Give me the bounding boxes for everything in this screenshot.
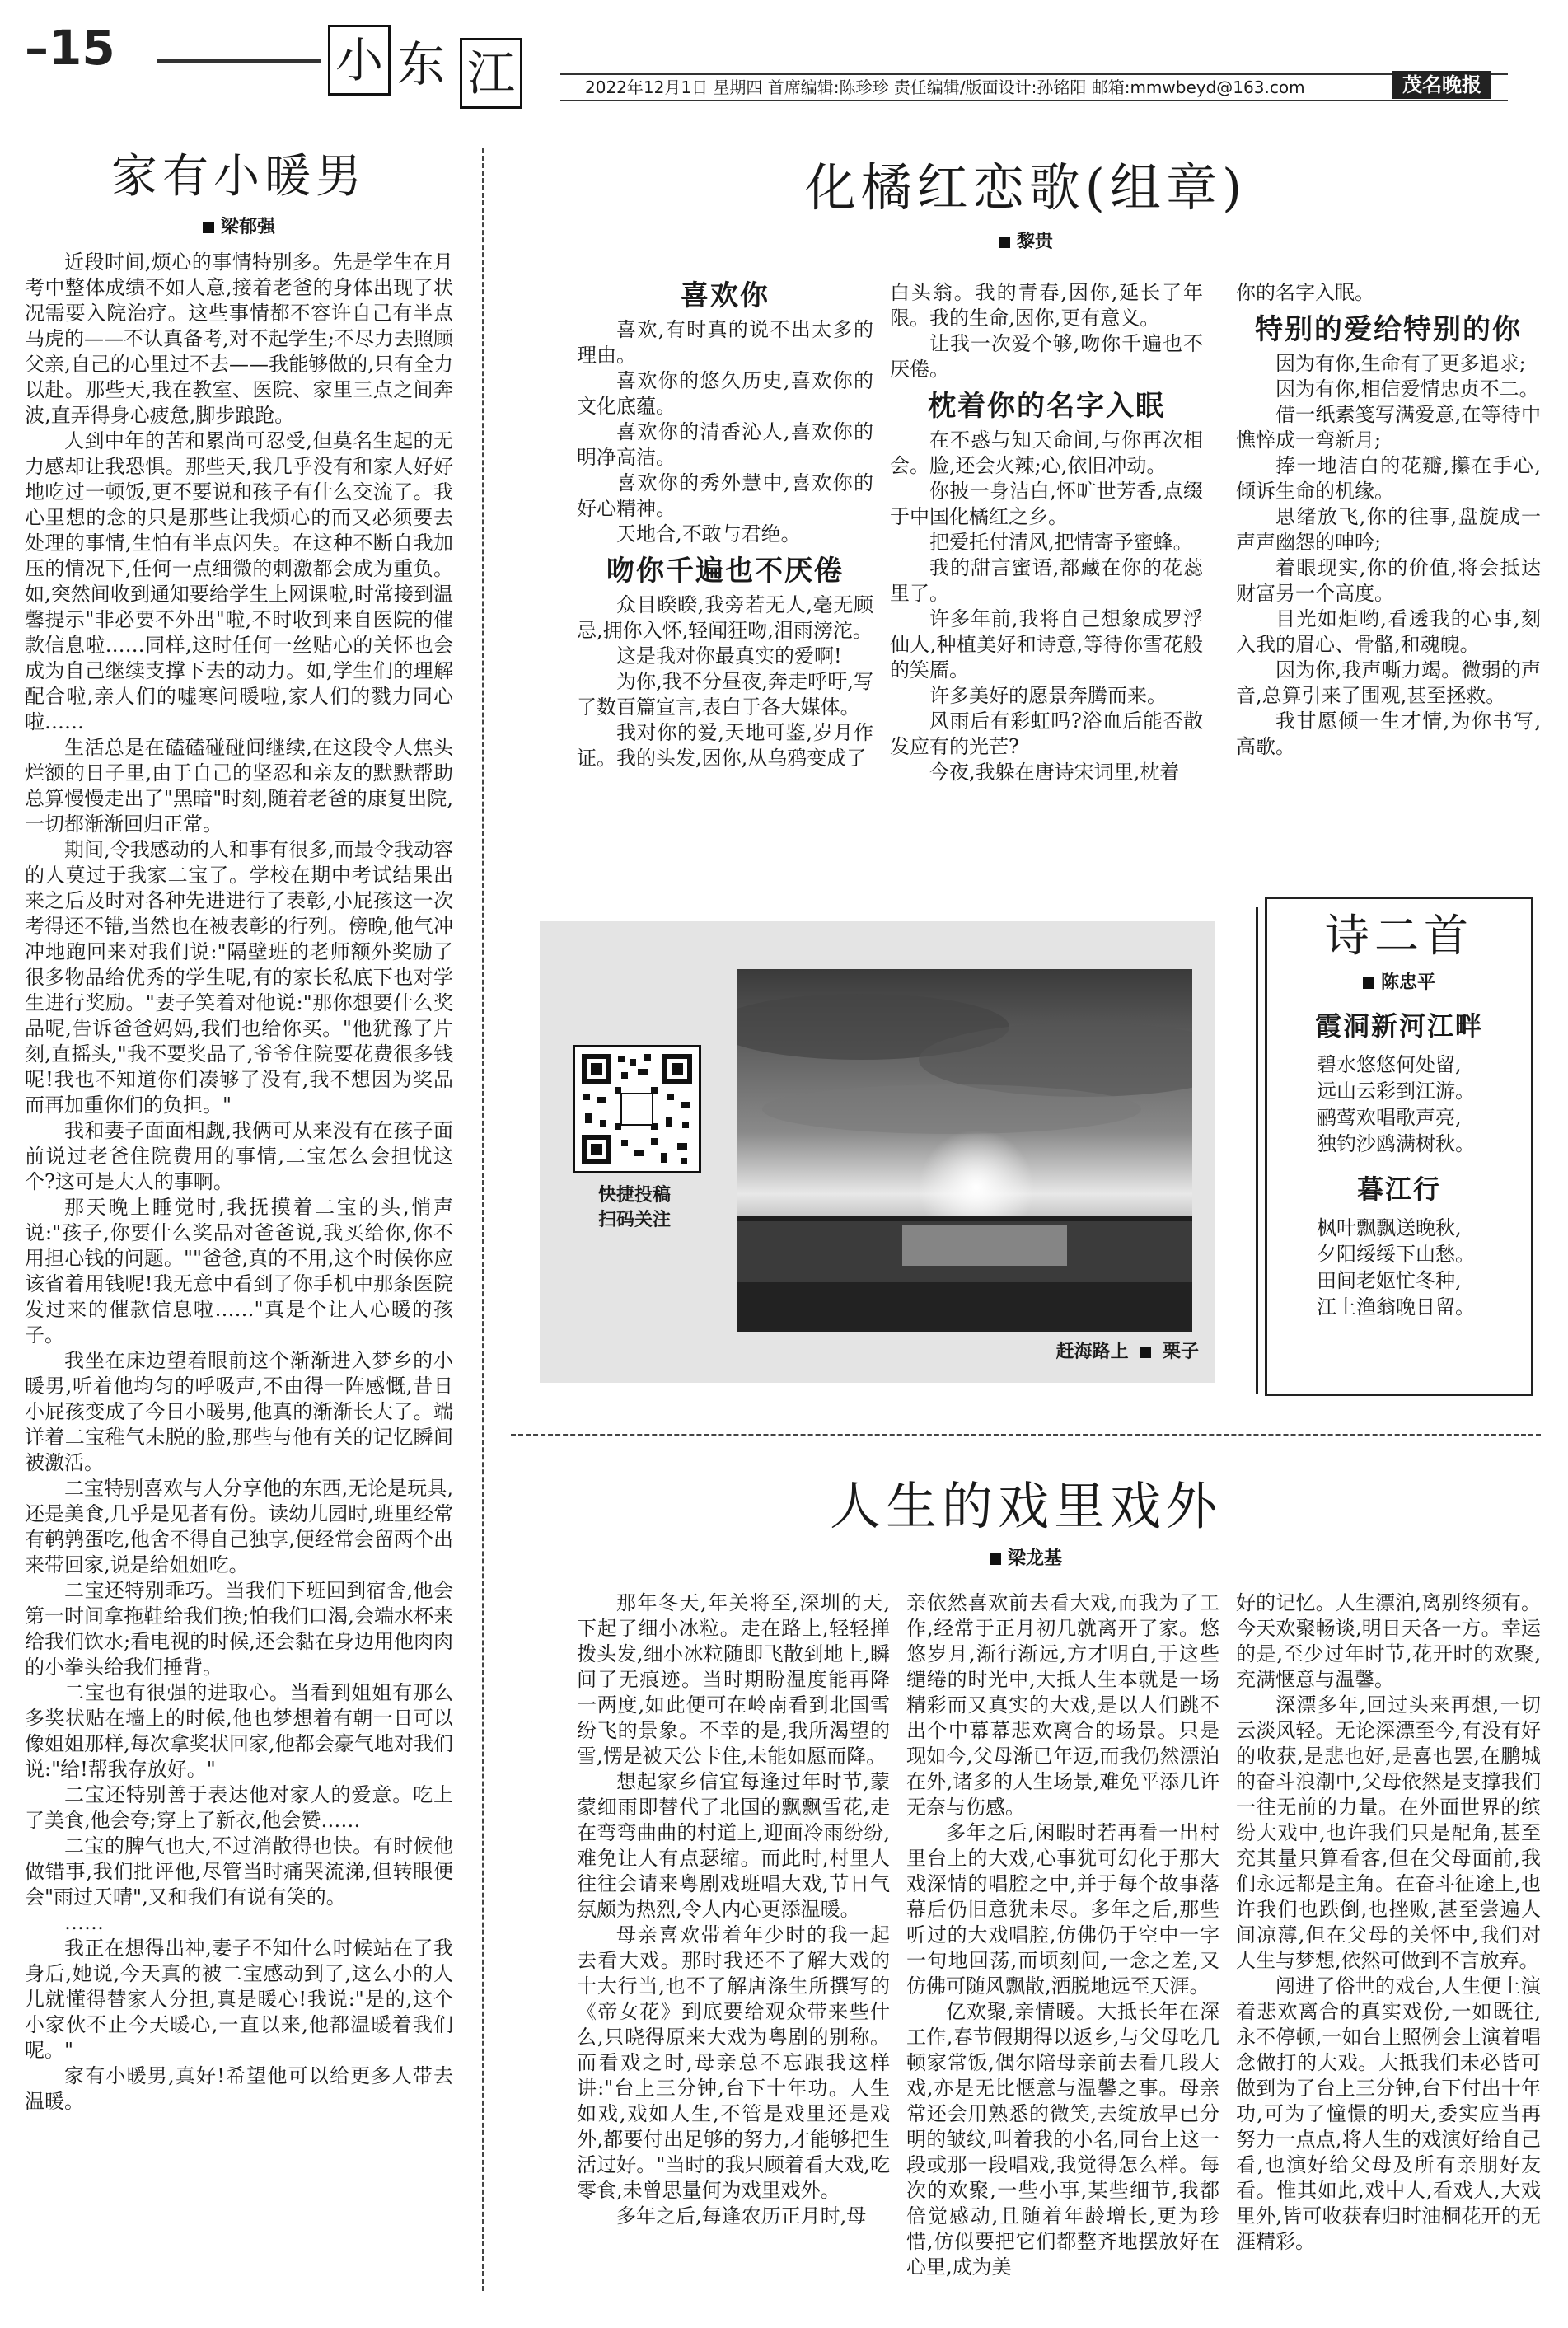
qr-caption-line-1: 快捷投稿 [597, 1185, 671, 1206]
paragraph: 把爱托付清风,把情寄予蜜蜂。 [929, 531, 1193, 554]
article-life-drama [511, 1475, 1541, 2307]
article-author [25, 213, 453, 238]
paragraph: 好的记忆。人生漂泊,离别终须有。今天欢聚畅谈,明日天各一方。幸运的是,至少过年时节,花开时的欢聚,充满惬意与温馨。 [1236, 1591, 1541, 1691]
section-subtitle: 枕着你的名字入眠 [928, 390, 1165, 423]
author-name: 梁郁强 [220, 217, 275, 237]
poem-line: 田间老妪忙冬种, [1317, 1269, 1462, 1292]
paragraph: 二宝还特别乖巧。当我们下班回到宿舍,他会第一时间拿拖鞋给我们换;怕我们口渴,会端水杯来给我们饮水;看电视的时候,还会黏在身边用他肉肉的小拳头给我们捶背。 [25, 1579, 453, 1679]
paragraph: 着眼现实,你的价值,将会抵达财富另一个高度。 [1236, 556, 1541, 605]
paragraph: 亲依然喜欢前去看大戏,而我为了工作,经常于正月初几就离开了家。悠悠岁月,渐行渐远,方才明白,于这些缱绻的时光中,大抵人生本就是一场精彩而又真实的大戏,是以人们跳不出个中幕幕悲欢离合的场景。只是现如今,父母渐已年迈,而我仍然漂泊在外,诸多的人生场景,难免平添几许无奈与伤感。 [906, 1591, 1219, 1819]
poem-line: 远山云彩到江游。 [1317, 1080, 1475, 1103]
section-name [328, 25, 542, 104]
paragraph: 因为你,我声嘶力竭。微弱的声音,总算引来了围观,甚至拯救。 [1236, 658, 1541, 707]
paragraph: 二宝特别喜欢与人分享他的东西,无论是玩具,还是美食,几乎是见者有份。读幼儿园时,班里经常有鹌鹑蛋吃,他舍不得自己独享,便经常会留两个出来带回家,说是给姐姐吃。 [25, 1477, 453, 1576]
header [0, 0, 1568, 101]
section-char-3: 江 [460, 38, 522, 109]
qr-caption [573, 1183, 696, 1233]
section-char-2: 东 [396, 36, 445, 92]
paragraph: 家有小暖男,真好!希望他可以给更多人带去温暖。 [25, 2064, 453, 2113]
paragraph: …… [64, 1911, 104, 1934]
paragraph: 喜欢你的秀外慧中,喜欢你的好心精神。 [577, 471, 873, 520]
paragraph: 风雨后有彩虹吗?浴血后能否散发应有的光芒? [890, 710, 1203, 758]
paragraph: 我对你的爱,天地可鉴,岁月作证。我的头发,因你,从乌鸦变成了 [577, 721, 873, 770]
qr-code-graphic [575, 1047, 699, 1171]
author-name: 黎贵 [1016, 232, 1053, 252]
paragraph: 我的甜言蜜语,都藏在你的花蕊里了。 [890, 556, 1203, 605]
poem-line: 江上渔翁晚日留。 [1317, 1295, 1475, 1319]
paragraph: 为你,我不分昼夜,奔走呼吁,写了数百篇宣言,表白于各大媒体。 [577, 670, 873, 719]
paragraph: 喜欢你的悠久历史,喜欢你的文化底蕴。 [577, 369, 873, 418]
poem-line: 枫叶飘飘送晚秋, [1317, 1216, 1462, 1239]
paragraph: 众目睽睽,我旁若无人,毫无顾忌,拥你入怀,轻闻狂吻,泪雨滂沱。 [577, 593, 873, 642]
header-info: 2022年12月1日 星期四 首席编辑:陈珍珍 责任编辑/版面设计:孙铭阳 邮箱:mmwbeyd@163.com [585, 77, 1305, 97]
paragraph: 许多年前,我将自己想象成罗浮仙人,种植美好和诗意,等待你雪花般的笑靥。 [890, 607, 1203, 682]
paragraph: 你的名字入眠。 [1236, 281, 1374, 304]
qr-code[interactable] [573, 1045, 701, 1173]
poem-title: 霞洞新河江畔 [1314, 1010, 1483, 1042]
paragraph: 那年冬天,年关将至,深圳的天,下起了细小冰粒。走在路上,轻轻掸拨头发,细小冰粒随即飞散到地上,瞬间了无痕迹。当时期盼温度能再降一两度,如此便可在岭南看到北国雪纷飞的景象。不幸的是,我所渴望的雪,愣是被天公卡住,未能如愿而降。 [577, 1591, 890, 1768]
photo-caption [1034, 1338, 1199, 1366]
paragraph: 喜欢,有时真的说不出太多的理由。 [577, 318, 873, 367]
poem-column-1 [577, 272, 873, 981]
paragraph: 亿欢聚,亲情暖。大抵长年在深工作,春节假期得以返乡,与父母吃几顿家常饭,偶尔陪母亲前去看几段大戏,亦是无比惬意与温馨之事。母亲常还会用熟悉的微笑,去绽放早已分明的皱纹,叫着我的小名,同台上这一段或那一段唱戏,我觉得怎么样。每次的欢聚,一些小事,某些细节,我都倍觉感动,且随着年龄增长,更为珍惜,仿似要把它们都整齐地摆放好在心里,成为美 [906, 2000, 1219, 2279]
author-marker-icon [999, 237, 1010, 248]
paragraph: 闯进了俗世的戏台,人生便上演着悲欢离合的真实戏份,一如既往,永不停顿,一如台上照例会上演着唱念做打的大戏。大抵我们未必皆可做到为了台上三分钟,台下付出十年功,可为了憧憬的明天,委实应当再努力一点点,将人生的戏演好给自己看,也演好给父母及所有亲朋好友看。惟其如此,戏中人,看戏人,大戏里外,皆可收获春归时油桐花开的无涯精彩。 [1236, 1974, 1541, 2253]
newspaper-logo [1392, 71, 1491, 99]
paragraph: 思绪放飞,你的往事,盘旋成一声声幽怨的呻吟; [1236, 505, 1541, 554]
paragraph: 多年之后,闲暇时若再看一出村里台上的大戏,心事犹可幻化于那大戏深情的唱腔之中,并于每个故事落幕后仍旧意犹未尽。多年之后,那些听过的大戏唱腔,仿佛仍于空中一字一句地回荡,而顷刻间,一念之差,又仿佛可随风飘散,洒脱地远至天涯。 [906, 1821, 1219, 1998]
box-shadow-line [1256, 907, 1268, 1394]
poem-line: 碧水悠悠何处留, [1317, 1053, 1462, 1076]
caption-marker-icon [1140, 1347, 1151, 1358]
paragraph: 那天晚上睡觉时,我抚摸着二宝的头,悄声说:"孩子,你要什么奖品对爸爸说,我买给你,你不用担心钱的问题。""爸爸,真的不用,这个时候你应该省着用钱呢!我无意中看到了你手机中那条医院发过来的催款信息啦……"真是个让人心暖的孩子。 [25, 1196, 453, 1347]
paragraph: 今夜,我躲在唐诗宋词里,枕着 [929, 761, 1180, 784]
paragraph: 你披一身洁白,怀旷世芳香,点缀于中国化橘红之乡。 [890, 480, 1203, 528]
paragraph: 二宝也有很强的进取心。当看到姐姐有那么多奖状贴在墙上的时候,他也梦想着有朝一日可以像姐姐那样,每次拿奖状回家,他都会豪气地对我们说:"给!帮我存放好。" [25, 1681, 453, 1781]
article-column-3 [1236, 1590, 1541, 2307]
poem-line: 独钓沙鸥满树秋。 [1317, 1132, 1475, 1155]
seaside-photo [737, 969, 1192, 1332]
section-subtitle: 特别的爱给特别的你 [1255, 313, 1522, 346]
paragraph: 二宝还特别善于表达他对家人的爱意。吃上了美食,他会夸;穿上了新衣,他会赞…… [25, 1783, 453, 1832]
article-huajuhong [511, 157, 1541, 832]
section-char-1: 小 [328, 25, 391, 96]
poem-line: 鹂莺欢唱歌声亮, [1317, 1106, 1462, 1129]
article-home-warm-boy [25, 148, 453, 2291]
paragraph: 母亲喜欢带着年少时的我一起去看大戏。那时我还不了解大戏的十大行当,也不了解唐涤生所撰写的《帝女花》到底要给观众带来些什么,只晓得原来大戏为粤剧的别称。而看戏之时,母亲总不忘跟我这样讲:"台上三分钟,台下十年功。人生如戏,戏如人生,不管是戏里还是戏外,都要付出足够的努力,才能够把生活过好。"当时的我只顾着看大戏,吃零食,未曾思量何为戏里戏外。 [577, 1923, 890, 2202]
page-number-value: 15 [49, 20, 115, 76]
author-marker-icon [203, 222, 214, 233]
paragraph: 多年之后,每逢农历正月时,母 [616, 2204, 867, 2227]
poem-title: 暮江行 [1356, 1173, 1441, 1205]
author-marker-icon [1363, 977, 1374, 989]
author-name: 梁龙基 [1007, 1548, 1062, 1569]
article-title: 人生的戏里戏外 [829, 1476, 1222, 1536]
paragraph: 借一纸素笺写满爱意,在等待中憔悴成一弯新月; [1236, 403, 1541, 452]
photo-caption-author: 栗子 [1162, 1342, 1199, 1362]
qr-caption-line-2: 扫码关注 [597, 1210, 671, 1230]
paragraph: 深漂多年,回过头来再想,一切云淡风轻。无论深漂至今,有没有好的收获,是悲也好,是喜也罢,在鹏城的奋斗浪潮中,父母依然是支撑我们一往无前的力量。在外面世界的缤纷大戏中,也许我们只是配角,甚至充其量只算看客,但在父母面前,我们永远都是主角。在奋斗征途上,也许我们也跌倒,也挫败,甚至尝遍人间凉薄,但在父母的关怀中,我们对人生与梦想,依然可做到不言放弃。 [1236, 1693, 1541, 1972]
paragraph: 人到中年的苦和累尚可忍受,但莫名生起的无力感却让我恐惧。那些天,我几乎没有和家人好好地吃过一顿饭,更不要说和孩子有什么交流了。我心里想的念的只是那些让我烦心的而又必须要去处理的事情,生怕有半点闪失。在这种不断自我加压的情况下,任何一点细微的刺激都会成为重负。如,突然间收到通知要给学生上网课啦,时常接到温馨提示"非必要不外出"啦,不时收到来自医院的催款信息啦……同样,这时任何一丝贴心的关怀也会成为自己继续支撑下去的动力。如,学生们的理解配合啦,亲人们的嘘寒问暖啦,家人们的戮力同心啦…… [25, 429, 453, 733]
paragraph: 捧一地洁白的花瓣,攥在手心,倾诉生命的机缘。 [1236, 454, 1541, 503]
paragraph: 近段时间,烦心的事情特别多。先是学生在月考中整体成绩不如人意,接着老爸的身体出现了状况需要入院治疗。这些事情都不容许自己有半点马虎的——不认真备考,对不起学生;不尽力去照顾父亲,自己的心里过不去——我能够做的,只有全力以赴。那些天,我在教室、医院、家里三点之间奔波,直弄得身心疲惫,脚步踉跄。 [25, 251, 453, 427]
paragraph: 二宝的脾气也大,不过消散得也快。有时候他做错事,我们批评他,尽管当时痛哭流涕,但转眼便会"雨过天晴",又和我们有说有笑的。 [25, 1834, 453, 1909]
paragraph: 在不惑与知天命间,与你再次相会。脸,还会火辣;心,依旧冲动。 [890, 429, 1203, 477]
paragraph: 因为有你,生命有了更多追求; [1275, 352, 1526, 375]
section-subtitle: 吻你千遍也不厌倦 [606, 555, 844, 588]
photo-caption-title: 赶海路上 [1055, 1342, 1129, 1362]
article-two-poems [1265, 897, 1533, 1396]
paragraph: 天地合,不敢与君绝。 [616, 522, 801, 546]
article-column-1 [577, 1590, 890, 2307]
paragraph: 喜欢你的清香沁人,喜欢你的明净高洁。 [577, 420, 873, 469]
paragraph: 生活总是在磕磕碰碰间继续,在这段令人焦头烂额的日子里,由于自己的坚忍和亲友的默默帮助总算慢慢走出了"黑暗"时刻,随着老爸的康复出院,一切都渐渐回归正常。 [25, 736, 453, 836]
paragraph: 因为有你,相信爱情忠贞不二。 [1275, 377, 1539, 400]
poem-column-2 [890, 280, 1203, 989]
article-author [1267, 968, 1531, 994]
page-number: –15 [25, 20, 115, 76]
paragraph: 白头翁。我的青春,因你,延长了年限。我的生命,因你,更有意义。 [890, 281, 1203, 330]
paragraph: 这是我对你最真实的爱啊! [616, 644, 842, 667]
paragraph: 目光如炬哟,看透我的心事,刻入我的眉心、骨骼,和魂魄。 [1236, 607, 1541, 656]
poem-column-3 [1236, 280, 1541, 989]
photo-block [540, 921, 1215, 1383]
paragraph: 想起家乡信宜每逢过年时节,蒙蒙细雨即替代了北国的飘飘雪花,走在弯弯曲曲的村道上,迎面冷雨纷纷,难免让人有点瑟缩。而此时,村里人往往会请来粤剧戏班唱大戏,节日气氛颇为热烈,令人内心更添温暖。 [577, 1770, 890, 1921]
author-marker-icon [990, 1553, 1001, 1565]
paragraph: 我坐在床边望着眼前这个渐渐进入梦乡的小暖男,听着他均匀的呼吸声,不由得一阵感慨,昔日小屁孩变成了今日小暖男,他真的渐渐长大了。端详着二宝稚气未脱的脸,那些与他有关的记忆瞬间被激活。 [25, 1349, 453, 1474]
paragraph: 期间,令我感动的人和事有很多,而最令我动容的人莫过于我家二宝了。学校在期中考试结果出来之后及时对各种先进进行了表彰,小屁孩这一次考得还不错,当然也在被表彰的行列。傍晚,他气冲冲地跑回来对我们说:"隔壁班的老师额外奖励了很多物品给优秀的学生呢,有的家长私底下也对学生进行奖励。"妻子笑着对他说:"那你想要什么奖品呢,告诉爸爸妈妈,我们也给你买。"他犹豫了片刻,直摇头,"我不要奖品了,爷爷住院要花费很多钱呢!我也不知道你们凑够了没有,我不想因为奖品而再加重你们的负担。" [25, 838, 453, 1117]
header-rule-left [157, 59, 321, 63]
paragraph: 我和妻子面面相觑,我俩可从来没有在孩子面前说过老爸住院费用的事情,二宝怎么会担忧这个?这可是大人的事啊。 [25, 1119, 453, 1193]
article-title: 诗二首 [1325, 910, 1473, 962]
header-info-bar [560, 73, 1508, 101]
logo-text: 茂名晚报 [1402, 73, 1481, 96]
article-title: 化橘红恋歌(组章) [804, 157, 1247, 218]
column-divider [482, 148, 484, 2291]
seaside-photo-graphic [737, 969, 1192, 1332]
section-subtitle: 喜欢你 [681, 279, 770, 312]
article-title: 家有小暖男 [111, 150, 367, 204]
article-author [511, 1544, 1541, 1570]
poem-body [1267, 1215, 1531, 1320]
poem-line: 夕阳绥绥下山愁。 [1317, 1243, 1475, 1266]
article-author [511, 227, 1541, 253]
paragraph: 许多美好的愿景奔腾而来。 [929, 684, 1167, 707]
section-divider [511, 1434, 1541, 1436]
paragraph: 我正在想得出神,妻子不知什么时候站在了我身后,她说,今天真的被二宝感动到了,这么小的人儿就懂得替家人分担,真是暖心!我说:"是的,这个小家伙不止今天暖心,一直以来,他都温暖着我们呢。" [25, 1937, 453, 2062]
article-column-2 [906, 1590, 1219, 2307]
paragraph: 我甘愿倾一生才情,为你书写,高歌。 [1236, 710, 1541, 758]
author-name: 陈忠平 [1380, 972, 1435, 993]
article-body [25, 250, 453, 2260]
poem-body [1267, 1052, 1531, 1157]
paragraph: 让我一次爱个够,吻你千遍也不厌倦。 [890, 332, 1203, 381]
